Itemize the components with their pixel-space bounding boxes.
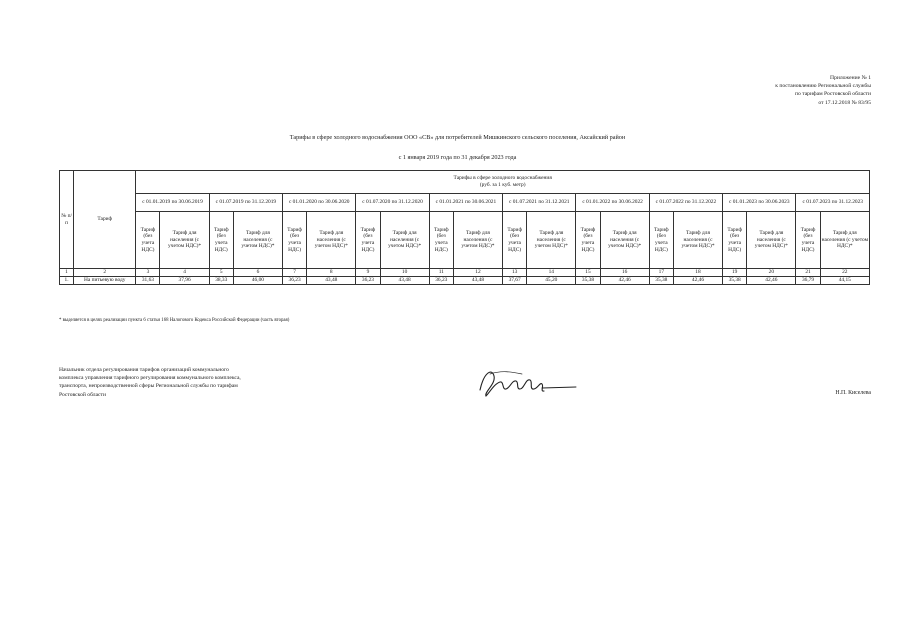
column-number: 8: [307, 269, 356, 277]
table-header-row: [60, 171, 870, 194]
document-title: Тарифы в сфере холодного водоснабжения ООО «СВ» для потребителей Мишкинского сельского поселения, Аксайский район: [289, 134, 626, 141]
subheader-no-vat: Тариф (без учета НДС): [356, 212, 380, 269]
subheader-no-vat: Тариф (без учета НДС): [503, 212, 527, 269]
column-number: 17: [649, 269, 673, 277]
column-number: 7: [283, 269, 307, 277]
tariff-value: 35,38: [723, 277, 747, 285]
tariff-value: 36,23: [356, 277, 380, 285]
tariff-value: 36,23: [429, 277, 453, 285]
tariff-value: 35,38: [576, 277, 600, 285]
period-header: с 01.07.2020 по 31.12.2020: [356, 194, 429, 212]
tariff-value: 36,23: [283, 277, 307, 285]
appendix-header: [631, 74, 871, 107]
group-title: Тарифы в сфере холодного водоснабжения: [453, 175, 552, 182]
table-row: [60, 277, 870, 285]
subheader-population: Тариф для населения (с учетом НДС)*: [160, 212, 209, 269]
appendix-line: по тарифам Ростовской области: [795, 91, 871, 98]
column-number: 4: [160, 269, 209, 277]
column-number: 3: [136, 269, 160, 277]
subheader-no-vat: Тариф (без учета НДС): [209, 212, 233, 269]
column-number: 20: [747, 269, 796, 277]
column-number: 9: [356, 269, 380, 277]
footnote: * выделяется в целях реализации пункта 6 статьи 168 Налогового Кодекса Российской Федерации (часть вторая): [59, 318, 290, 323]
column-number: 11: [429, 269, 453, 277]
subheader-population: Тариф для населения (с учетом НДС)*: [747, 212, 796, 269]
subheader-population: Тариф для населения (с учетом НДС)*: [527, 212, 576, 269]
period-header: с 01.01.2019 по 30.06.2019: [136, 194, 209, 212]
tariff-value: 44,15: [820, 277, 869, 285]
subheader-no-vat: Тариф (без учета НДС): [796, 212, 820, 269]
column-number: 12: [453, 269, 502, 277]
tariff-table: [59, 170, 870, 285]
header-cell-tariff: Тариф: [74, 171, 136, 269]
appendix-line: к постановлению Региональной службы: [775, 83, 871, 90]
tariff-value: 42,46: [600, 277, 649, 285]
tariff-value: 35,38: [649, 277, 673, 285]
tariff-value: 36,79: [796, 277, 820, 285]
subheader-no-vat: Тариф (без учета НДС): [136, 212, 160, 269]
appendix-line: Приложение № 1: [830, 75, 871, 81]
row-num: 1.: [60, 277, 74, 285]
tariff-value: 45,20: [527, 277, 576, 285]
group-subtitle: (руб. за 1 куб. метр): [479, 182, 526, 188]
table-period-row: [60, 194, 870, 212]
appendix-line: от 17.12.2018 № 83/95: [818, 99, 871, 106]
tariff-value: 42,46: [673, 277, 722, 285]
period-header: с 01.07.2022 по 31.12.2022: [649, 194, 722, 212]
signatory-line: Ростовской области: [59, 391, 106, 398]
subheader-population: Тариф для населения (с учетом НДС)*: [453, 212, 502, 269]
row-name: На питьевую воду: [74, 277, 136, 285]
signatory-name: Н.П. Киселева: [835, 390, 871, 396]
column-number: 1: [60, 269, 74, 277]
header-cell-num: № п/п: [60, 171, 74, 269]
signatory-line: транспорта, непроизводственной сферы Региональной службы по тарифам: [59, 383, 238, 390]
period-header: с 01.01.2022 по 30.06.2022: [576, 194, 649, 212]
column-number: 13: [503, 269, 527, 277]
tariff-value: 43,48: [453, 277, 502, 285]
signatory-line: комплекса управления тарифного регулирования коммунального комплекса,: [59, 375, 241, 382]
column-number: 16: [600, 269, 649, 277]
signatory-line: Начальник отдела регулирования тарифов организаций коммунального: [59, 367, 229, 373]
tariff-value: 46,00: [233, 277, 282, 285]
column-number: 10: [380, 269, 429, 277]
column-number: 6: [233, 269, 282, 277]
period-header: с 01.07.2019 по 31.12.2019: [209, 194, 282, 212]
document-period: с 1 января 2019 года по 31 декабря 2023 года: [398, 154, 517, 161]
handwritten-signature: [472, 362, 582, 402]
column-number: 22: [820, 269, 869, 277]
column-number: 21: [796, 269, 820, 277]
subheader-population: Тариф для населения (с учетом НДС)*: [233, 212, 282, 269]
subheader-population: Тариф для населения (с учетом НДС)*: [600, 212, 649, 269]
table-subheader-row: [60, 212, 870, 269]
period-header: с 01.07.2023 по 31.12.2023: [796, 194, 870, 212]
signatory-title: [59, 366, 299, 399]
tariff-value: 38,33: [209, 277, 233, 285]
table-number-row: [60, 269, 870, 277]
tariff-value: 37,67: [503, 277, 527, 285]
column-number: 5: [209, 269, 233, 277]
subheader-no-vat: Тариф (без учета НДС): [576, 212, 600, 269]
tariff-value: 42,46: [747, 277, 796, 285]
period-header: с 01.01.2023 по 30.06.2023: [723, 194, 796, 212]
period-header: с 01.01.2021 по 30.06.2021: [429, 194, 502, 212]
tariff-value: 43,48: [307, 277, 356, 285]
subheader-population: Тариф для населения (с учетом НДС)*: [307, 212, 356, 269]
subheader-no-vat: Тариф (без учета НДС): [429, 212, 453, 269]
period-header: с 01.07.2021 по 31.12.2021: [503, 194, 576, 212]
subheader-population: Тариф для населения (с учетом НДС)*: [673, 212, 722, 269]
column-number: 14: [527, 269, 576, 277]
column-number: 15: [576, 269, 600, 277]
tariff-value: 31,63: [136, 277, 160, 285]
subheader-no-vat: Тариф (без учета НДС): [283, 212, 307, 269]
period-header: с 01.01.2020 по 30.06.2020: [283, 194, 356, 212]
tariff-value: 43,48: [380, 277, 429, 285]
subheader-no-vat: Тариф (без учета НДС): [723, 212, 747, 269]
subheader-population: Тариф для населения (с учетом НДС)*: [820, 212, 869, 269]
column-number: 2: [74, 269, 136, 277]
column-number: 18: [673, 269, 722, 277]
tariff-value: 37,96: [160, 277, 209, 285]
subheader-population: Тариф для населения (с учетом НДС)*: [380, 212, 429, 269]
header-group: [136, 171, 870, 194]
column-number: 19: [723, 269, 747, 277]
subheader-no-vat: Тариф (без учета НДС): [649, 212, 673, 269]
